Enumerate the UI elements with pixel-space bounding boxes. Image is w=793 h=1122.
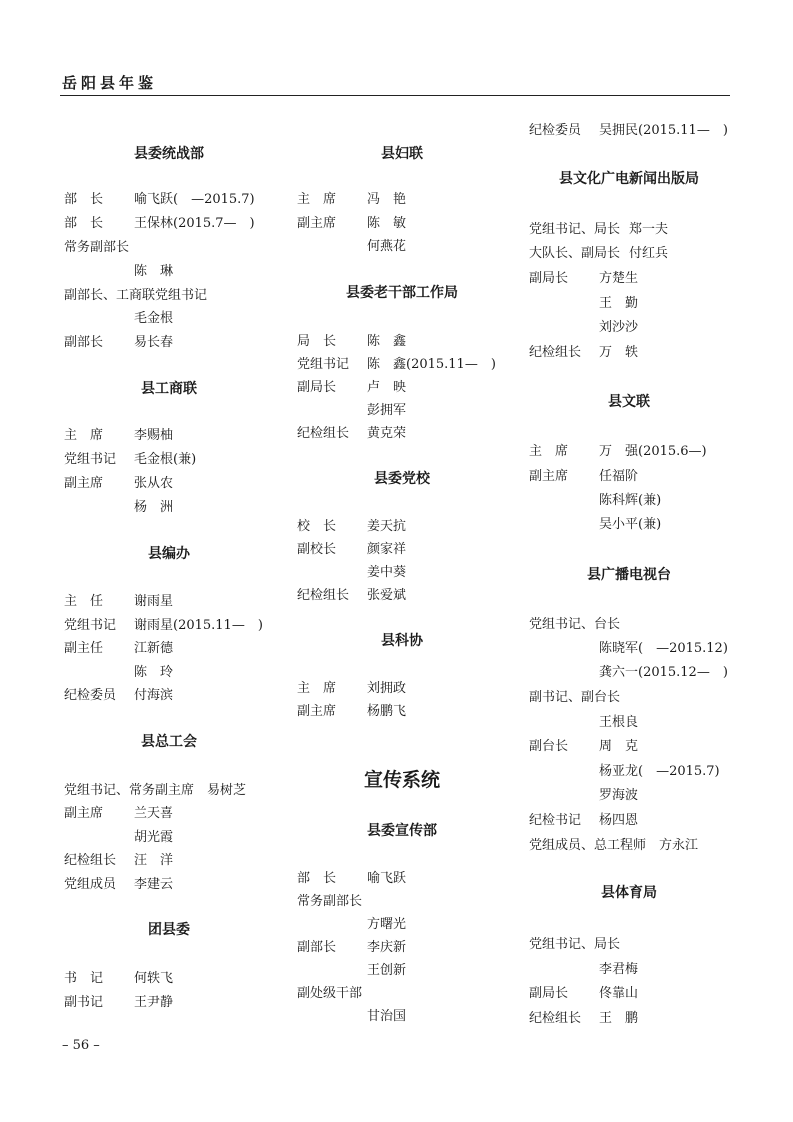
entry-row — [297, 422, 406, 441]
entry-row — [297, 188, 406, 207]
entry-row — [529, 218, 668, 237]
role: 纪检委员 — [64, 688, 117, 703]
entry-name: 胡光霞 — [134, 830, 174, 845]
role: 副主席 — [297, 704, 337, 719]
entry-row — [529, 982, 638, 1001]
section-title-science-association: 县科协 — [381, 633, 423, 649]
entry-name: 彭拥军 — [367, 403, 407, 418]
header-rule — [60, 95, 730, 96]
role: 纪检组长 — [529, 345, 582, 360]
name: 方楚生 — [599, 271, 639, 286]
entry-role: 副部长、工商联党组书记 — [64, 288, 208, 303]
section-title-trade-union: 县总工会 — [141, 734, 197, 750]
entry-role: 常务副部长 — [297, 894, 363, 909]
entry-name: 王创新 — [367, 963, 407, 978]
section-title-commerce: 县工商联 — [141, 381, 197, 397]
role: 副部长 — [297, 940, 337, 955]
section-title-veteran-cadres: 县委老干部工作局 — [346, 285, 458, 301]
role: 纪检组长 — [64, 853, 117, 868]
entry-name: 刘沙沙 — [599, 320, 639, 335]
entry-role: 常务副部长 — [64, 240, 130, 255]
section-title-womens-federation: 县妇联 — [381, 146, 423, 162]
entry-name: 陈 琳 — [134, 264, 174, 279]
entry-row — [64, 424, 173, 443]
name: 李赐柚 — [134, 428, 174, 443]
role: 副主席 — [297, 216, 337, 231]
role: 党组书记、常务副主席 — [64, 783, 195, 798]
name: 汪 洋 — [134, 853, 174, 868]
entry-row — [529, 834, 698, 853]
yearbook-title: 岳阳县年鉴 — [62, 74, 158, 92]
entry-row — [529, 809, 638, 828]
name: 陈 鑫(2015.11— ) — [367, 357, 496, 372]
entry-name: 陈 玲 — [134, 665, 174, 680]
entry-role: 副处级干部 — [297, 986, 363, 1001]
role: 副书记 — [64, 995, 104, 1010]
entry-name: 王 勤 — [599, 296, 639, 311]
name: 冯 艳 — [367, 192, 407, 207]
name: 王尹静 — [134, 995, 174, 1010]
section-title-staffing-office: 县编办 — [148, 546, 190, 562]
entry-row — [64, 331, 173, 350]
role: 副主席 — [64, 476, 104, 491]
name: 陈 敏 — [367, 216, 407, 231]
entry-row — [64, 614, 263, 633]
name: 易长春 — [134, 335, 174, 350]
role: 党组书记、局长 — [529, 222, 621, 237]
role: 副校长 — [297, 542, 337, 557]
role: 党组书记 — [64, 618, 117, 633]
entry-row — [529, 1007, 638, 1026]
name: 张从农 — [134, 476, 174, 491]
entry-name: 毛金根 — [134, 311, 174, 326]
entry-name: 姜中葵 — [367, 565, 407, 580]
entry-row — [529, 267, 638, 286]
role: 局 长 — [297, 334, 337, 349]
section-title-culture-bureau: 县文化广电新闻出版局 — [559, 171, 699, 187]
role: 主 席 — [529, 444, 569, 459]
name: 王保林(2015.7— ) — [134, 216, 255, 231]
entry-row — [64, 991, 173, 1010]
entry-name: 陈晓军( —2015.12) — [599, 641, 728, 656]
role: 党组书记 — [297, 357, 350, 372]
entry-row — [64, 802, 173, 821]
entry-row — [64, 873, 173, 892]
name: 吴拥民(2015.11— ) — [599, 123, 728, 138]
role: 主 席 — [297, 192, 337, 207]
section-title-united-front: 县委统战部 — [134, 146, 204, 162]
role: 副主席 — [64, 806, 104, 821]
entry-name: 罗海波 — [599, 788, 639, 803]
role: 部 长 — [64, 192, 104, 207]
name: 佟靠山 — [599, 986, 639, 1001]
entry-row — [297, 538, 406, 557]
entry-role: 党组书记、局长 — [529, 937, 621, 952]
entry-name: 方曙光 — [367, 917, 407, 932]
name: 杨鹏飞 — [367, 704, 407, 719]
page-number: – 56 – — [62, 1038, 100, 1053]
section-title-propaganda-dept: 县委宣传部 — [367, 823, 437, 839]
entry-row — [64, 590, 173, 609]
name: 陈 鑫 — [367, 334, 407, 349]
entry-row — [64, 188, 255, 207]
name: 郑一夫 — [629, 222, 669, 237]
entry-row — [529, 341, 638, 360]
system-title-propaganda: 宣传系统 — [363, 769, 440, 791]
name: 杨四恩 — [599, 813, 639, 828]
role: 副主任 — [64, 641, 104, 656]
name: 黄克荣 — [367, 426, 407, 441]
entry-name: 李君梅 — [599, 962, 639, 977]
name: 王 鹏 — [599, 1011, 639, 1026]
role: 副局长 — [297, 380, 337, 395]
entry-row — [297, 677, 406, 696]
entry-name: 杨 洲 — [134, 500, 174, 515]
name: 付海滨 — [134, 688, 174, 703]
entry-row — [529, 735, 638, 754]
entry-role: 副书记、副台长 — [529, 690, 621, 705]
entry-row — [64, 212, 255, 231]
role: 纪检书记 — [529, 813, 582, 828]
entry-row — [297, 700, 406, 719]
role: 党组成员、总工程师 — [529, 838, 647, 853]
entry-row — [64, 684, 173, 703]
role: 副局长 — [529, 986, 569, 1001]
entry-row — [529, 465, 638, 484]
role: 党组成员 — [64, 877, 117, 892]
role: 副主席 — [529, 469, 569, 484]
role: 纪检委员 — [529, 123, 582, 138]
name: 喻飞跃( —2015.7) — [134, 192, 255, 207]
name: 江新德 — [134, 641, 174, 656]
entry-row — [529, 242, 668, 261]
entry-row — [297, 584, 406, 603]
role: 校 长 — [297, 519, 337, 534]
entry-row — [529, 119, 728, 138]
role: 副部长 — [64, 335, 104, 350]
role: 主 席 — [297, 681, 337, 696]
name: 谢雨星(2015.11— ) — [134, 618, 263, 633]
role: 副局长 — [529, 271, 569, 286]
entry-name: 何燕花 — [367, 239, 407, 254]
role: 大队长、副局长 — [529, 246, 621, 261]
entry-name: 王根良 — [599, 715, 639, 730]
name: 何轶飞 — [134, 971, 174, 986]
entry-name: 陈科辉(兼) — [599, 493, 662, 508]
role: 书 记 — [64, 971, 104, 986]
entry-name: 龚六一(2015.12— ) — [599, 665, 728, 680]
role: 主 席 — [64, 428, 104, 443]
name: 周 克 — [599, 739, 639, 754]
name: 付红兵 — [629, 246, 669, 261]
entry-row — [297, 936, 406, 955]
entry-row — [297, 515, 406, 534]
name: 谢雨星 — [134, 594, 174, 609]
entry-row — [64, 472, 173, 491]
role: 部 长 — [64, 216, 104, 231]
name: 易树芝 — [207, 783, 247, 798]
name: 姜天抗 — [367, 519, 407, 534]
entry-name: 吴小平(兼) — [599, 517, 662, 532]
name: 卢 映 — [367, 380, 407, 395]
entry-row — [64, 849, 173, 868]
entry-row — [64, 637, 173, 656]
entry-row — [297, 212, 406, 231]
name: 刘拥政 — [367, 681, 407, 696]
name: 颜家祥 — [367, 542, 407, 557]
role: 党组书记 — [64, 452, 117, 467]
entry-name: 杨亚龙( —2015.7) — [599, 764, 720, 779]
name: 李庆新 — [367, 940, 407, 955]
role: 纪检组长 — [529, 1011, 582, 1026]
entry-role: 党组书记、台长 — [529, 617, 621, 632]
name: 毛金根(兼) — [134, 452, 197, 467]
role: 主 任 — [64, 594, 104, 609]
role: 纪检组长 — [297, 426, 350, 441]
name: 万 强(2015.6—) — [599, 444, 707, 459]
entry-row — [297, 330, 406, 349]
entry-row — [64, 779, 246, 798]
name: 喻飞跃 — [367, 871, 407, 886]
role: 副台长 — [529, 739, 569, 754]
role: 部 长 — [297, 871, 337, 886]
entry-row — [64, 967, 173, 986]
name: 兰天喜 — [134, 806, 174, 821]
entry-row — [297, 353, 496, 372]
section-title-youth-league: 团县委 — [148, 922, 190, 938]
name: 李建云 — [134, 877, 174, 892]
entry-row — [64, 448, 196, 467]
name: 方永江 — [659, 838, 699, 853]
name: 万 轶 — [599, 345, 639, 360]
entry-name: 甘治国 — [367, 1009, 407, 1024]
entry-row — [297, 867, 406, 886]
role: 纪检组长 — [297, 588, 350, 603]
name: 任福阶 — [599, 469, 639, 484]
entry-row — [529, 440, 707, 459]
section-title-sports-bureau: 县体育局 — [601, 885, 657, 901]
section-title-literary-federation: 县文联 — [608, 394, 650, 410]
section-title-party-school: 县委党校 — [374, 471, 430, 487]
name: 张爱斌 — [367, 588, 407, 603]
entry-row — [297, 376, 406, 395]
section-title-broadcast-tv: 县广播电视台 — [587, 567, 671, 583]
